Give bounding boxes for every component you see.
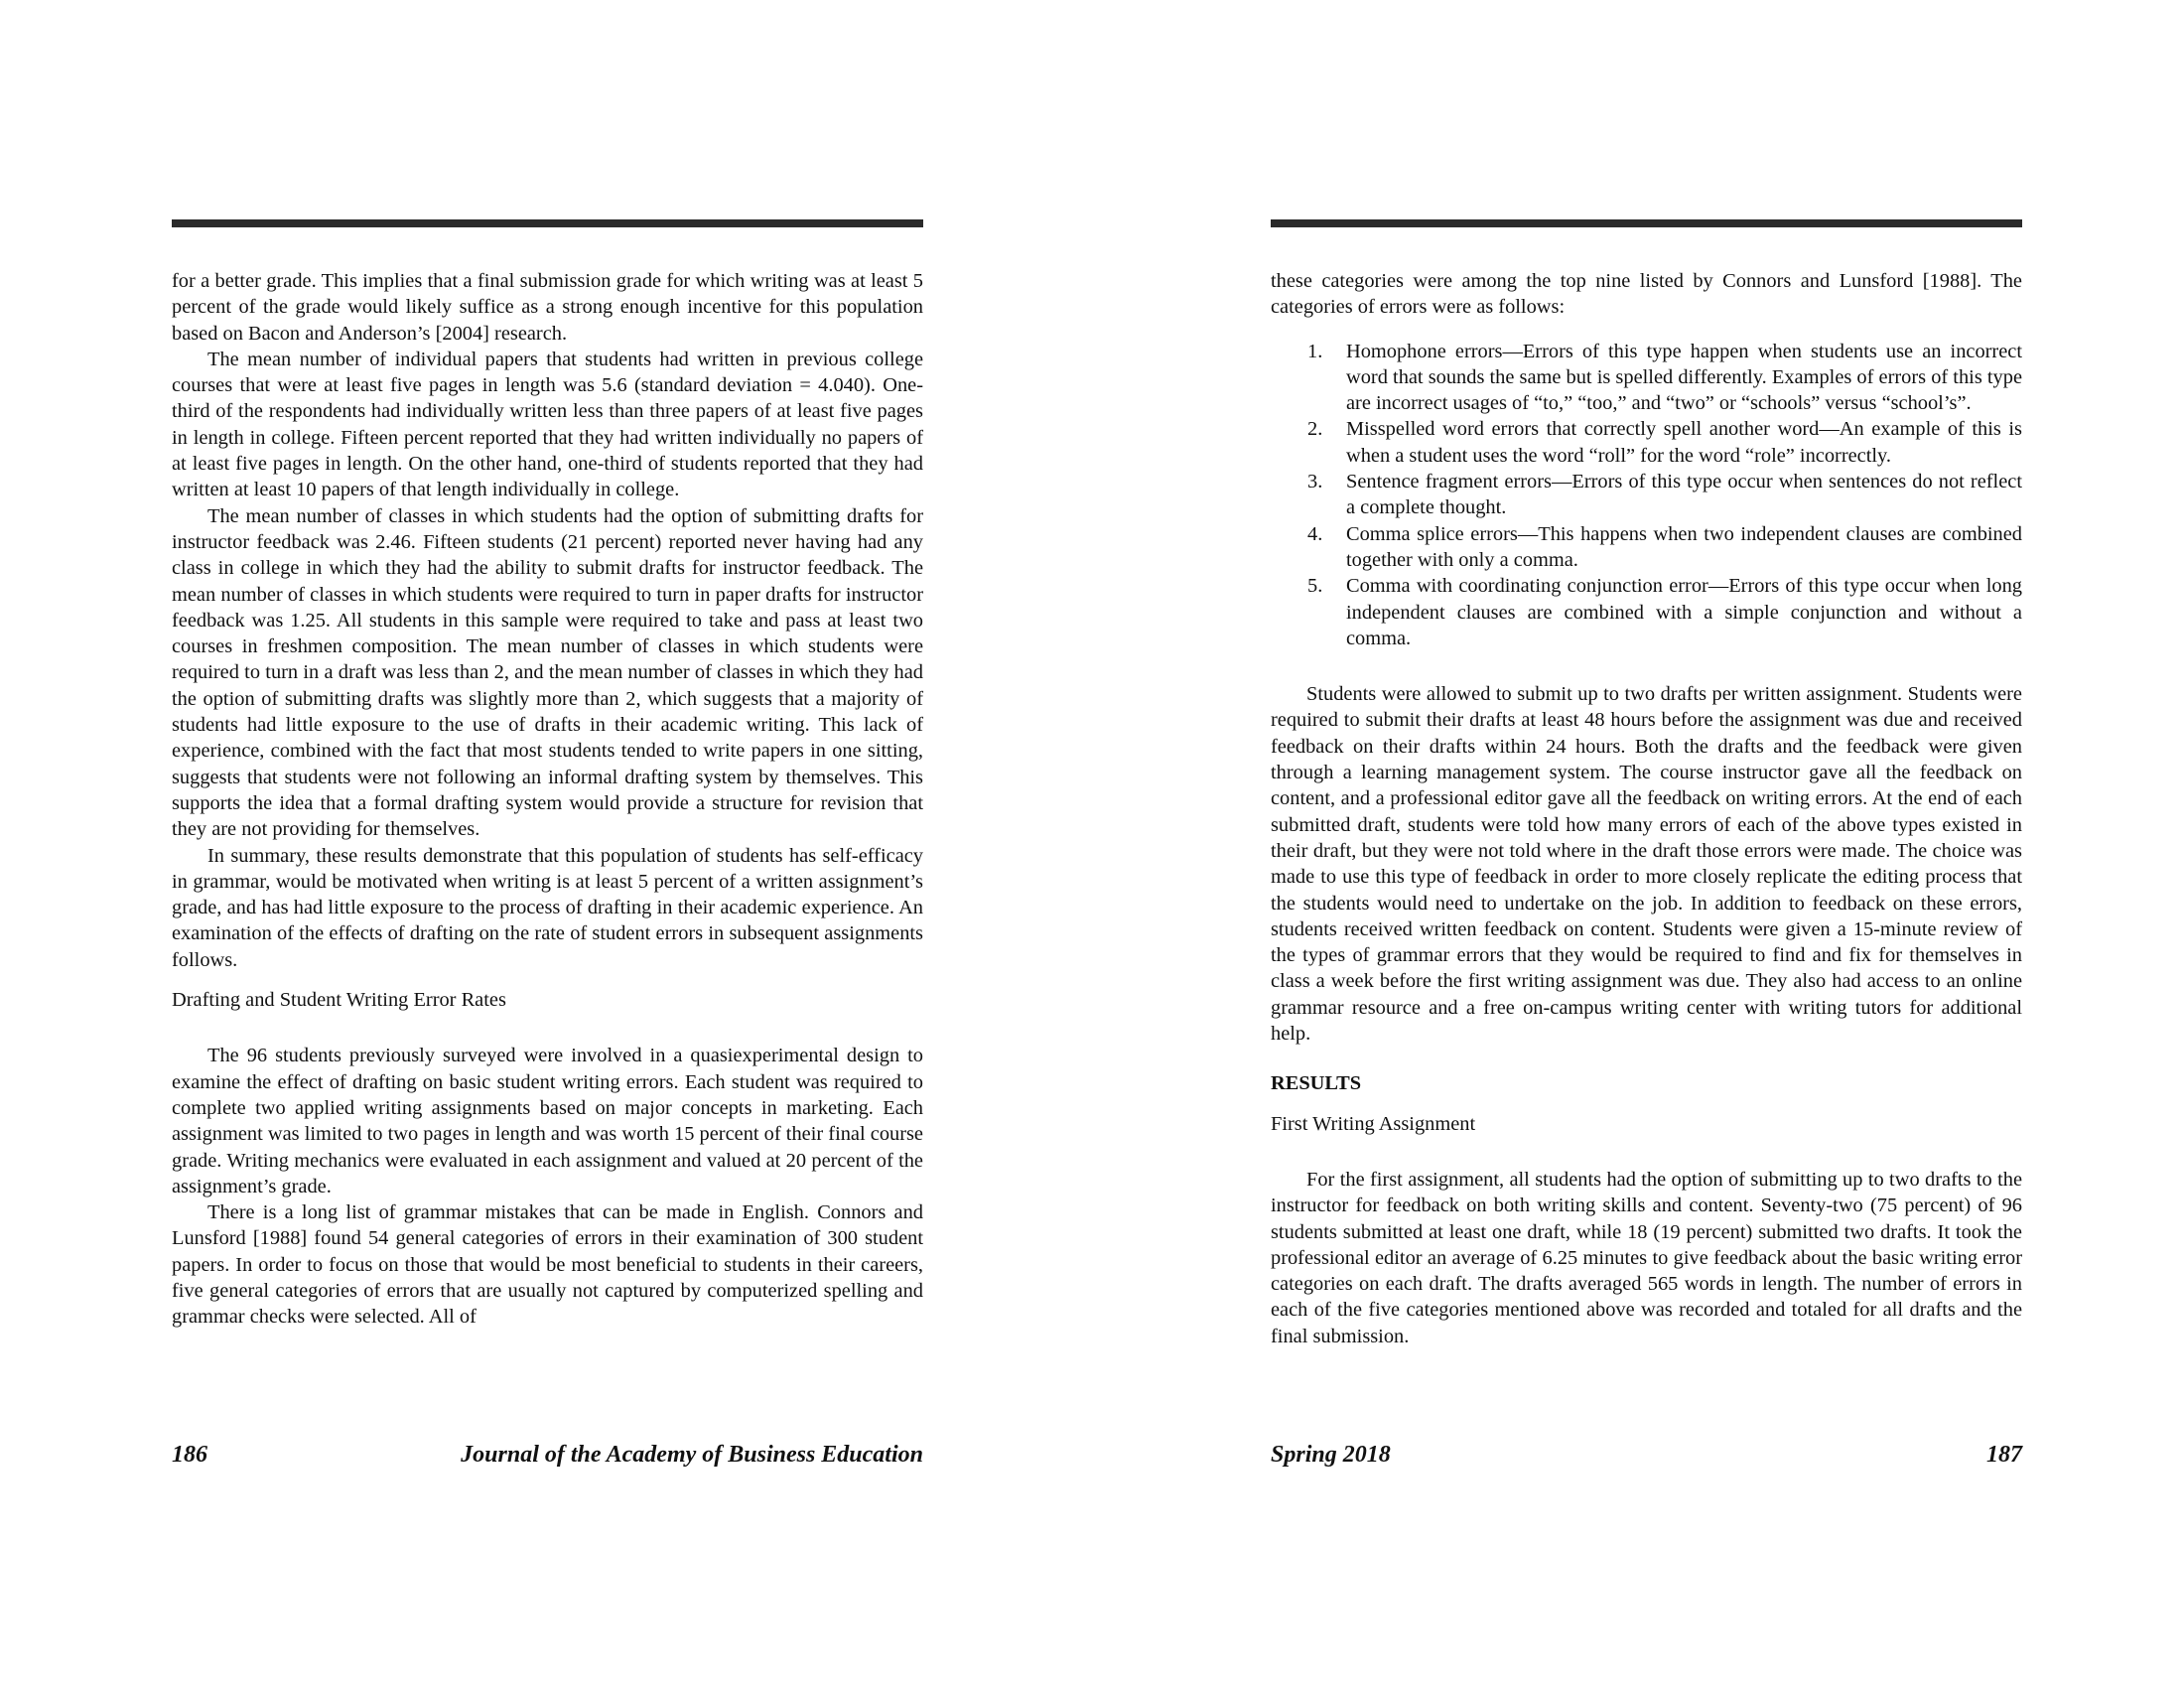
- section-subheading: First Writing Assignment: [1271, 1112, 1476, 1135]
- paragraph: The mean number of individual papers that students had written in previous college courses that were at least five pages in length was 5.6 (standard deviation = 4.040). One-third of the respondents had individually written less than three papers of at least five pages in length in college. Fifteen percent reported that they had written individually no papers of at least five pages in length. On the other hand, one-third of students reported that they had written at least 10 papers of that length individually in college.: [172, 348, 923, 501]
- page-number: 186: [172, 1442, 207, 1468]
- list-item: [1271, 416, 2022, 469]
- list-number: 3.: [1307, 471, 1323, 493]
- right-text-column: [1271, 268, 2022, 1349]
- paragraph: For the first assignment, all students had the option of submitting up to two drafts to the instructor for feedback on both writing skills and content. Seventy-two (75 percent) of 96 students submitted at least one draft, while 18 (19 percent) submitted two drafts. It took the professional editor an average of 6.25 minutes to give feedback about the basic writing error categories on each draft. The drafts averaged 565 words in length. The number of errors in each of the five categories mentioned above was recorded and totaled for all drafts and the final submission.: [1271, 1168, 2022, 1347]
- list-item: [1271, 521, 2022, 574]
- list-item-text: Homophone errors—Errors of this type happen when students use an incorrect word that sounds the same but is spelled differently. Examples of errors of this type are incorrect usages of “to,” “too,” and “two” or “schools” versus “school’s”.: [1346, 340, 2022, 415]
- list-item-text: Sentence fragment errors—Errors of this type occur when sentences do not reflect a complete thought.: [1346, 471, 2022, 519]
- results-heading: RESULTS: [1271, 1072, 1362, 1095]
- paragraph: for a better grade. This implies that a final submission grade for which writing was at least 5 percent of the grade would likely suffice as a strong enough incentive for this population based on Bacon and Anderson’s [2004] research.: [172, 270, 923, 345]
- page-number: 187: [1986, 1442, 2022, 1468]
- list-item-text: Comma with coordinating conjunction error—Errors of this type occur when long independent clauses are combined with a simple conjunction and without a comma.: [1346, 575, 2022, 649]
- paragraph: these categories were among the top nine listed by Connors and Lunsford [1988]. The categories of errors were as follows:: [1271, 270, 2022, 319]
- list-item: [1271, 469, 2022, 521]
- right-page: [1092, 0, 2184, 1688]
- list-number: 1.: [1307, 340, 1323, 362]
- list-item: [1271, 339, 2022, 417]
- left-text-column: [172, 268, 923, 1331]
- paragraph: The mean number of classes in which students had the option of submitting drafts for instructor feedback was 2.46. Fifteen students (21 percent) reported never having had any class in college in which they had the ability to submit drafts for instructor feedback. The mean number of classes in which students were required to turn in paper drafts for instructor feedback was 1.25. All students in this sample were required to take and pass at least two courses in freshmen composition. The mean number of classes in which students were required to turn in a draft was less than 2, and the mean number of classes in which they had the option of submitting drafts was slightly more than 2, which suggests that a majority of students had little exposure to the use of drafts in their academic writing. This lack of experience, combined with the fact that most students tended to write papers in one sitting, suggests that students were not following an informal drafting system by themselves. This supports the idea that a formal drafting system would provide a structure for revision that they are not providing for themselves.: [172, 504, 923, 841]
- list-number: 5.: [1307, 575, 1323, 598]
- header-rule: [172, 219, 923, 227]
- list-item-text: Misspelled word errors that correctly spell another word—An example of this is when a student uses the word “roll” for the word “role” incorrectly.: [1346, 418, 2022, 467]
- paragraph: The 96 students previously surveyed were involved in a quasiexperimental design to examine the effect of drafting on basic student writing errors. Each student was required to complete two applied writing assignments based on major concepts in marketing. Each assignment was limited to two pages in length and was worth 15 percent of their final course grade. Writing mechanics were evaluated in each assignment and valued at 20 percent of the assignment’s grade.: [172, 1045, 923, 1197]
- list-number: 4.: [1307, 522, 1323, 545]
- list-item-text: Comma splice errors—This happens when two independent clauses are combined together with only a comma.: [1346, 522, 2022, 571]
- section-subheading: Drafting and Student Writing Error Rates: [172, 989, 506, 1012]
- paragraph: In summary, these results demonstrate that this population of students has self-efficacy in grammar, would be motivated when writing is at least 5 percent of a written assignment’s grade, and has had little exposure to the process of drafting in their academic experience. An examination of the effects of drafting on the rate of student errors in subsequent assignments follows.: [172, 844, 923, 971]
- journal-title: Journal of the Academy of Business Education: [461, 1442, 923, 1468]
- list-item: [1271, 573, 2022, 651]
- error-categories-list: [1271, 339, 2022, 652]
- issue-season: Spring 2018: [1271, 1442, 1391, 1468]
- paragraph: Students were allowed to submit up to two drafts per written assignment. Students were required to submit their drafts at least 48 hours before the assignment was due and received feedback on their drafts within 24 hours. Both the drafts and the feedback were given through a learning management system. The course instructor gave all the feedback on content, and a professional editor gave all the feedback on writing errors. At the end of each submitted draft, students were told how many errors of each of the above types existed in their draft, but they were not told where in the draft those errors were made. The choice was made to use this type of feedback in order to more closely replicate the editing process that the students would need to undertake on the job. In addition to feedback on these errors, students received written feedback on content. Students were given a 15-minute review of the types of grammar errors that they would be required to find and fix for themselves in class a week before the first writing assignment was due. They also had access to an online grammar resource and a free on-campus writing center with writing tutors for additional help.: [1271, 683, 2022, 1046]
- header-rule: [1271, 219, 2022, 227]
- paragraph: There is a long list of grammar mistakes that can be made in English. Connors and Lunsford [1988] found 54 general categories of errors in their examination of 300 student papers. In order to focus on those that would be most beneficial to students in their careers, five general categories of errors that are usually not captured by computerized spelling and grammar checks were selected. All of: [172, 1201, 923, 1329]
- list-number: 2.: [1307, 418, 1323, 441]
